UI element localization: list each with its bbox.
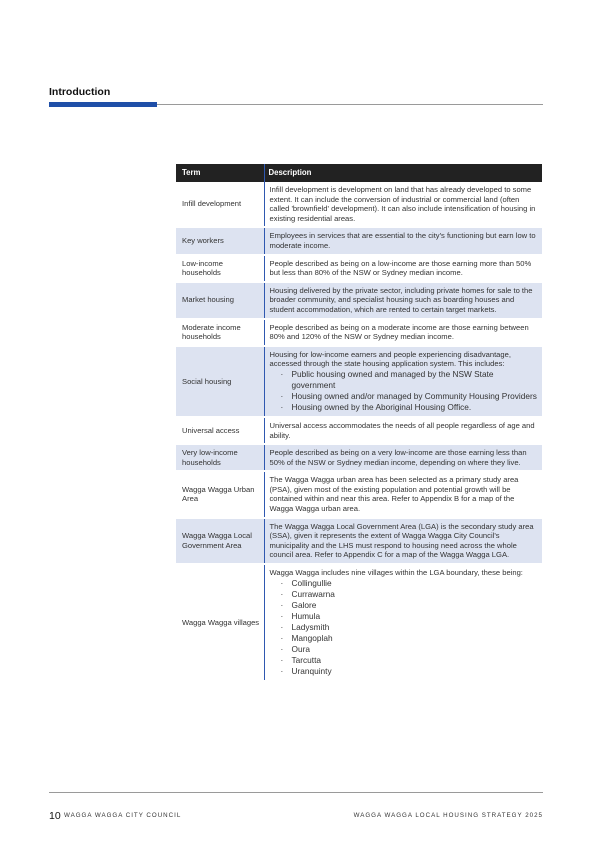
bullet-item: · Galore [270,600,539,611]
table-row [176,182,542,227]
description-cell [264,227,542,254]
bullet-list [270,369,539,413]
table-row [176,564,542,681]
description-cell [264,564,542,681]
term-cell: Market housing [176,282,264,319]
description-cell [264,346,542,417]
description-cell [264,255,542,282]
title-divider [157,104,543,105]
description-text: Wagga Wagga includes nine villages within the LGA boundary, these being: [269,568,523,578]
footer-divider [49,792,543,793]
table-row [176,444,542,471]
term-cell: Low-income households [176,255,264,282]
header-description: Description [264,164,542,182]
description-text: People described as being on a low-income are those earning more than 50% but less than 80% of the NSW or Sydney median income. [269,258,532,278]
bullet-item: · Humula [270,611,539,622]
term-cell: Wagga Wagga villages [176,564,264,681]
bullet-item: · Housing owned and/or managed by Community Housing Providers [270,391,539,402]
description-text: Housing for low-income earners and people experiencing disadvantage, accessed through the state housing application system. This includes: [269,349,511,369]
term-cell: Very low-income households [176,444,264,471]
bullet-item: · Housing owned by the Aboriginal Housing Office. [270,402,539,413]
header-term: Term [176,164,264,182]
section-title: Introduction [49,86,111,98]
term-cell: Infill development [176,182,264,227]
description-text: Universal access accommodates the needs of all people regardless of age and ability. [269,420,535,440]
description-text: Housing delivered by the private sector, including private homes for sale to the broader community, and specialist housing such as boarding houses and student accommodation, which are rented to certain target markets. [269,285,533,314]
table-row [176,227,542,254]
description-cell [264,417,542,444]
term-cell: Key workers [176,227,264,254]
bullet-item: · Ladysmith [270,622,539,633]
description-text: Employees in services that are essential to the city's functioning but earn low to moderate income. [269,231,536,250]
term-cell: Social housing [176,346,264,417]
description-text: Infill development is development on land that has already developed to some extent. It can include the conversion of industrial or commercial land (often called 'brownfield' development). It can also include intensification of housing in existing residential areas. [269,185,536,223]
bullet-item: · Public housing owned and managed by the NSW State government [270,369,539,391]
description-text: People described as being on a moderate income are those earning between 80% and 120% of the NSW or Sydney median income. [269,322,529,342]
table-row [176,282,542,319]
table-row [176,255,542,282]
table-row [176,346,542,417]
footer-council-name: WAGGA WAGGA CITY COUNCIL [64,812,182,819]
description-cell [264,182,542,227]
description-text: The Wagga Wagga Local Government Area (LGA) is the secondary study area (SSA), given it represents the extent of Wagga Wagga City Council's municipality and the LHS must respond to housing need across the whole council area. Refer to Appendix C for a map of the Wagga Wagga LGA. [269,521,534,560]
bullet-item: · Oura [270,644,539,655]
description-cell [264,282,542,319]
bullet-item: · Tarcutta [270,655,539,666]
bullet-list [270,578,539,677]
description-cell [264,444,542,471]
term-cell: Universal access [176,417,264,444]
table-row [176,417,542,444]
description-text: The Wagga Wagga urban area has been selected as a primary study area (PSA), given most of the existing population and potential growth will be contained within and near this area. Refer to Appendix B for a map of the Wagga Wagga urban area. [269,475,519,514]
page-number: 10 [49,810,61,822]
description-cell [264,471,542,517]
bullet-item: · Mangoplah [270,633,539,644]
term-cell: Wagga Wagga Local Government Area [176,518,264,564]
term-cell: Wagga Wagga Urban Area [176,471,264,517]
description-cell [264,319,542,346]
bullet-item: · Currawarna [270,589,539,600]
title-accent-rule [49,102,157,107]
table-header-row [176,164,542,182]
description-text: People described as being on a very low-income are those earning less than 50% of the NSW or Sydney median income, depending on where they live. [269,448,527,467]
term-cell: Moderate income households [176,319,264,346]
footer-document-title: WAGGA WAGGA LOCAL HOUSING STRATEGY 2025 [353,812,543,819]
glossary-table [176,164,542,682]
bullet-item: · Collingullie [270,578,539,589]
table-row [176,319,542,346]
description-cell [264,518,542,564]
bullet-item: · Uranquinty [270,666,539,677]
table-row [176,471,542,517]
table-row [176,518,542,564]
